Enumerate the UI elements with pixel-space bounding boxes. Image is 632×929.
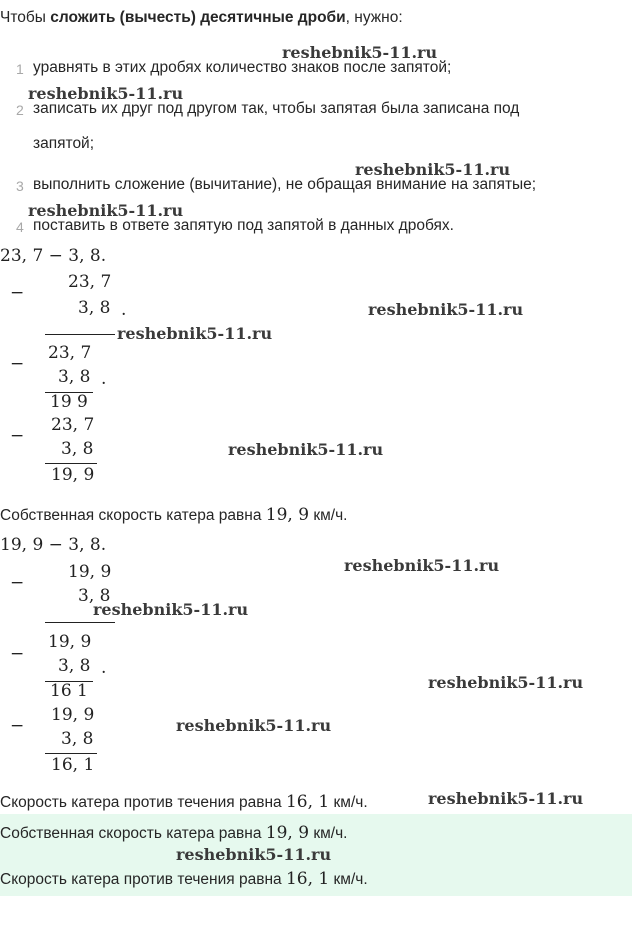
watermark: reshebnik5-11.ru <box>368 300 524 319</box>
minuend: 23, 7 <box>48 343 92 363</box>
sentence-unit: км/ч. <box>309 507 348 524</box>
rule-text: уравнять в этих дробях количество знаков после запятой; <box>33 59 452 76</box>
rule-number: 2 <box>16 102 24 118</box>
sentence-value: 16, 1 <box>285 792 330 812</box>
dot: . <box>101 369 107 389</box>
rule-text: записать их друг под другом так, чтобы запятая была записана под <box>33 100 520 117</box>
rule-number: 3 <box>16 178 24 194</box>
expression-1: 23, 7 − 3, 8. <box>0 246 107 266</box>
sentence-text: Скорость катера против течения равна <box>0 794 286 811</box>
watermark: reshebnik5-11.ru <box>428 789 584 808</box>
rule-number: 1 <box>16 61 24 77</box>
watermark: reshebnik5-11.ru <box>282 43 438 62</box>
subtrahend: 3, 8 <box>61 729 94 749</box>
minus-sign: − <box>10 283 25 303</box>
answer-value: 16, 1 <box>285 869 330 889</box>
result: 19, 9 <box>51 465 95 485</box>
dot: . <box>101 658 107 678</box>
subtrahend: 3, 8 <box>58 367 91 387</box>
minus-sign: − <box>10 644 25 664</box>
sentence-unit: км/ч. <box>329 794 368 811</box>
subtrahend: 3, 8 <box>78 298 111 318</box>
watermark: reshebnik5-11.ru <box>344 556 500 575</box>
rule-text: выполнить сложение (вычитание), не обращая внимание на запятые; <box>33 176 537 193</box>
watermark: reshebnik5-11.ru <box>117 324 273 343</box>
sentence-value: 19, 9 <box>265 505 310 525</box>
answer-text: Скорость катера против течения равна <box>0 871 286 888</box>
rule-text: поставить в ответе запятую под запятой в данных дробях. <box>33 217 454 234</box>
minus-sign: − <box>10 716 25 736</box>
result: 16, 1 <box>51 755 95 775</box>
answer-value: 19, 9 <box>265 823 310 843</box>
minuend: 23, 7 <box>51 415 95 435</box>
rule-text-continued: запятой; <box>33 135 95 152</box>
division-line <box>45 334 115 335</box>
watermark: reshebnik5-11.ru <box>28 84 184 103</box>
minus-sign: − <box>10 573 25 593</box>
watermark: reshebnik5-11.ru <box>28 201 184 220</box>
expression-2: 19, 9 − 3, 8. <box>0 535 107 555</box>
dot: . <box>121 300 127 320</box>
sentence-text: Собственная скорость катера равна <box>0 507 266 524</box>
intro-text <box>0 9 403 27</box>
watermark: reshebnik5-11.ru <box>176 716 332 735</box>
intro-suffix: , нужно: <box>345 9 403 26</box>
watermark: reshebnik5-11.ru <box>428 673 584 692</box>
subtrahend: 3, 8 <box>58 656 91 676</box>
answer-line-own-speed <box>0 823 347 843</box>
answer-line-upstream-speed <box>0 869 368 889</box>
sentence-upstream-speed <box>0 792 368 812</box>
watermark: reshebnik5-11.ru <box>355 160 511 179</box>
answer-unit: км/ч. <box>329 871 368 888</box>
division-line <box>45 622 115 623</box>
answer-text: Собственная скорость катера равна <box>0 825 266 842</box>
intro-bold: сложить (вычесть) десятичные дроби <box>50 9 346 26</box>
minus-sign: − <box>10 354 25 374</box>
minuend: 19, 9 <box>48 632 92 652</box>
rule-number: 4 <box>16 219 24 235</box>
partial-result: 19 9 <box>50 392 88 412</box>
minuend: 19, 9 <box>68 562 112 582</box>
partial-result: 16 1 <box>50 681 88 701</box>
answer-unit: км/ч. <box>309 825 348 842</box>
subtrahend: 3, 8 <box>61 439 94 459</box>
subtrahend: 3, 8 <box>78 586 111 606</box>
minuend: 23, 7 <box>68 272 112 292</box>
sentence-own-speed <box>0 505 347 525</box>
watermark: reshebnik5-11.ru <box>93 600 249 619</box>
minuend: 19, 9 <box>51 705 95 725</box>
minus-sign: − <box>10 426 25 446</box>
intro-prefix: Чтобы <box>0 9 51 26</box>
watermark: reshebnik5-11.ru <box>176 845 332 864</box>
watermark: reshebnik5-11.ru <box>228 440 384 459</box>
division-line <box>45 753 97 754</box>
division-line <box>45 463 97 464</box>
